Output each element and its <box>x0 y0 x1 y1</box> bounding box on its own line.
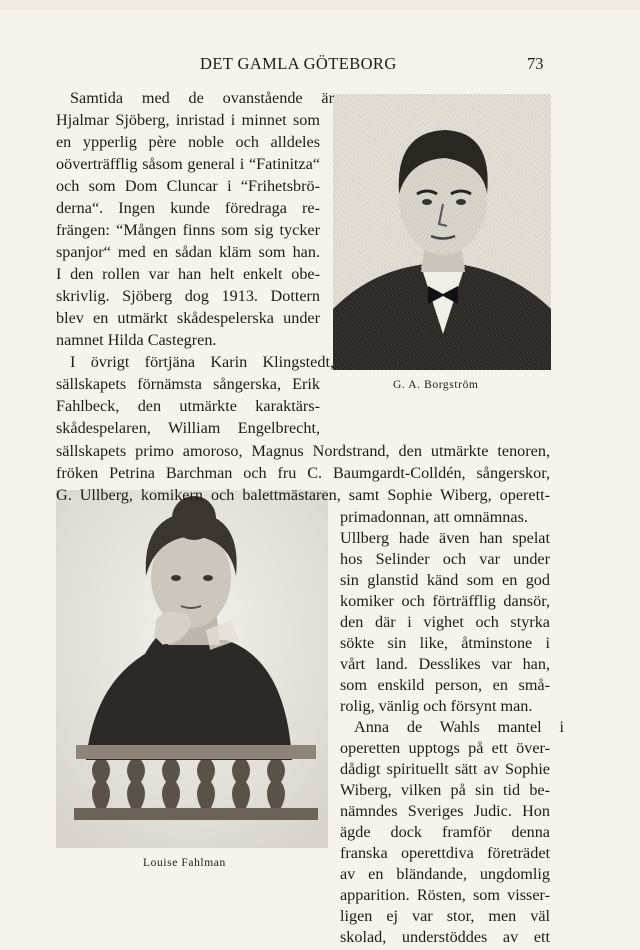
line: hos Selinder och var under <box>340 550 550 568</box>
line: Ullberg hade även han spelat <box>340 529 550 547</box>
line: ligen ej var stor, men väl <box>340 907 550 925</box>
line: Wiberg, vilken på sin tid be- <box>340 781 550 799</box>
line: rolig, vänlig och försynt man. <box>340 697 533 715</box>
line: sällskapets förnämsta sångerska, Erik <box>56 375 320 393</box>
running-header <box>0 54 640 78</box>
line: Samtida med de ovanstående är <box>70 89 334 107</box>
line: operetten upptogs på ett över- <box>340 739 550 757</box>
line: oöverträfflig såsom general i “Fatinitza“ <box>56 155 320 173</box>
line: som enskild person, en små- <box>340 676 550 694</box>
line: vårt land. Desslikes var han, <box>340 655 550 673</box>
book-title: DET GAMLA GÖTEBORG <box>200 54 397 73</box>
line: franska operettdiva företrädet <box>340 844 550 862</box>
line-hidden-overflow: skolad, understöddes av ett <box>340 928 550 946</box>
line: en ypperlig père noble och alldeles <box>56 133 320 151</box>
line: Anna de Wahls mantel i <box>354 718 564 736</box>
line: sällskapets primo amoroso, Magnus Nordstrand, den utmärkte tenoren, <box>56 442 550 460</box>
line: frängen: “Mången finns som sig tycker <box>56 221 320 239</box>
page-number: 73 <box>527 54 544 73</box>
line: komiker och förträfflig dansör, <box>340 592 550 610</box>
caption-borgstrom: G. A. Borgström <box>393 379 479 391</box>
line: den där i vighet och styrka <box>340 613 550 631</box>
line: nämndes Sveriges Judic. Hon <box>340 802 550 820</box>
line: namnet Hilda Castegren. <box>56 331 217 349</box>
line: G. Ullberg, komikern och balettmästaren, samt Sophie Wiberg, operett- <box>56 486 550 504</box>
line: Hjalmar Sjöberg, inristad i minnet som <box>56 111 320 129</box>
engraved-portrait-man-icon <box>333 94 551 370</box>
line: spanjor“ med en sådan kläm som han. <box>56 243 320 261</box>
line: sin glanstid känd som en god <box>340 571 550 589</box>
portrait-fahlman <box>56 490 328 848</box>
photo-portrait-woman-icon <box>56 490 328 848</box>
line: dådigt spirituellt sätt av Sophie <box>340 760 550 778</box>
line: skådespelaren, William Engelbrecht, <box>56 419 320 437</box>
line: derna“. Ingen kunde föredraga re- <box>56 199 320 217</box>
line: skrivlig. Sjöberg dog 1913. Dottern <box>56 287 320 305</box>
line: fröken Petrina Barchman och fru C. Baumgardt-Colldén, sångerskor, <box>56 464 550 482</box>
caption-fahlman: Louise Fahlman <box>143 857 226 869</box>
line: Fahlbeck, den utmärkte karaktärs- <box>56 397 320 415</box>
line: blev en utmärkt skådespelerska under <box>56 309 320 327</box>
portrait-borgstrom <box>333 94 551 370</box>
line: I den rollen var han helt enkelt obe- <box>56 265 320 283</box>
line: och som Dom Cluncar i “Frihetsbrö- <box>56 177 320 195</box>
line: sökte sin like, åtminstone i <box>340 634 550 652</box>
line: apparition. Rösten, som visser- <box>340 886 550 904</box>
line: primadonnan, att omnämnas. <box>340 508 528 526</box>
line: ägde dock framför denna <box>340 823 550 841</box>
line: I övrigt förtjäna Karin Klingstedt, <box>70 353 334 371</box>
line: av en bländande, ungdomlig <box>340 865 550 883</box>
